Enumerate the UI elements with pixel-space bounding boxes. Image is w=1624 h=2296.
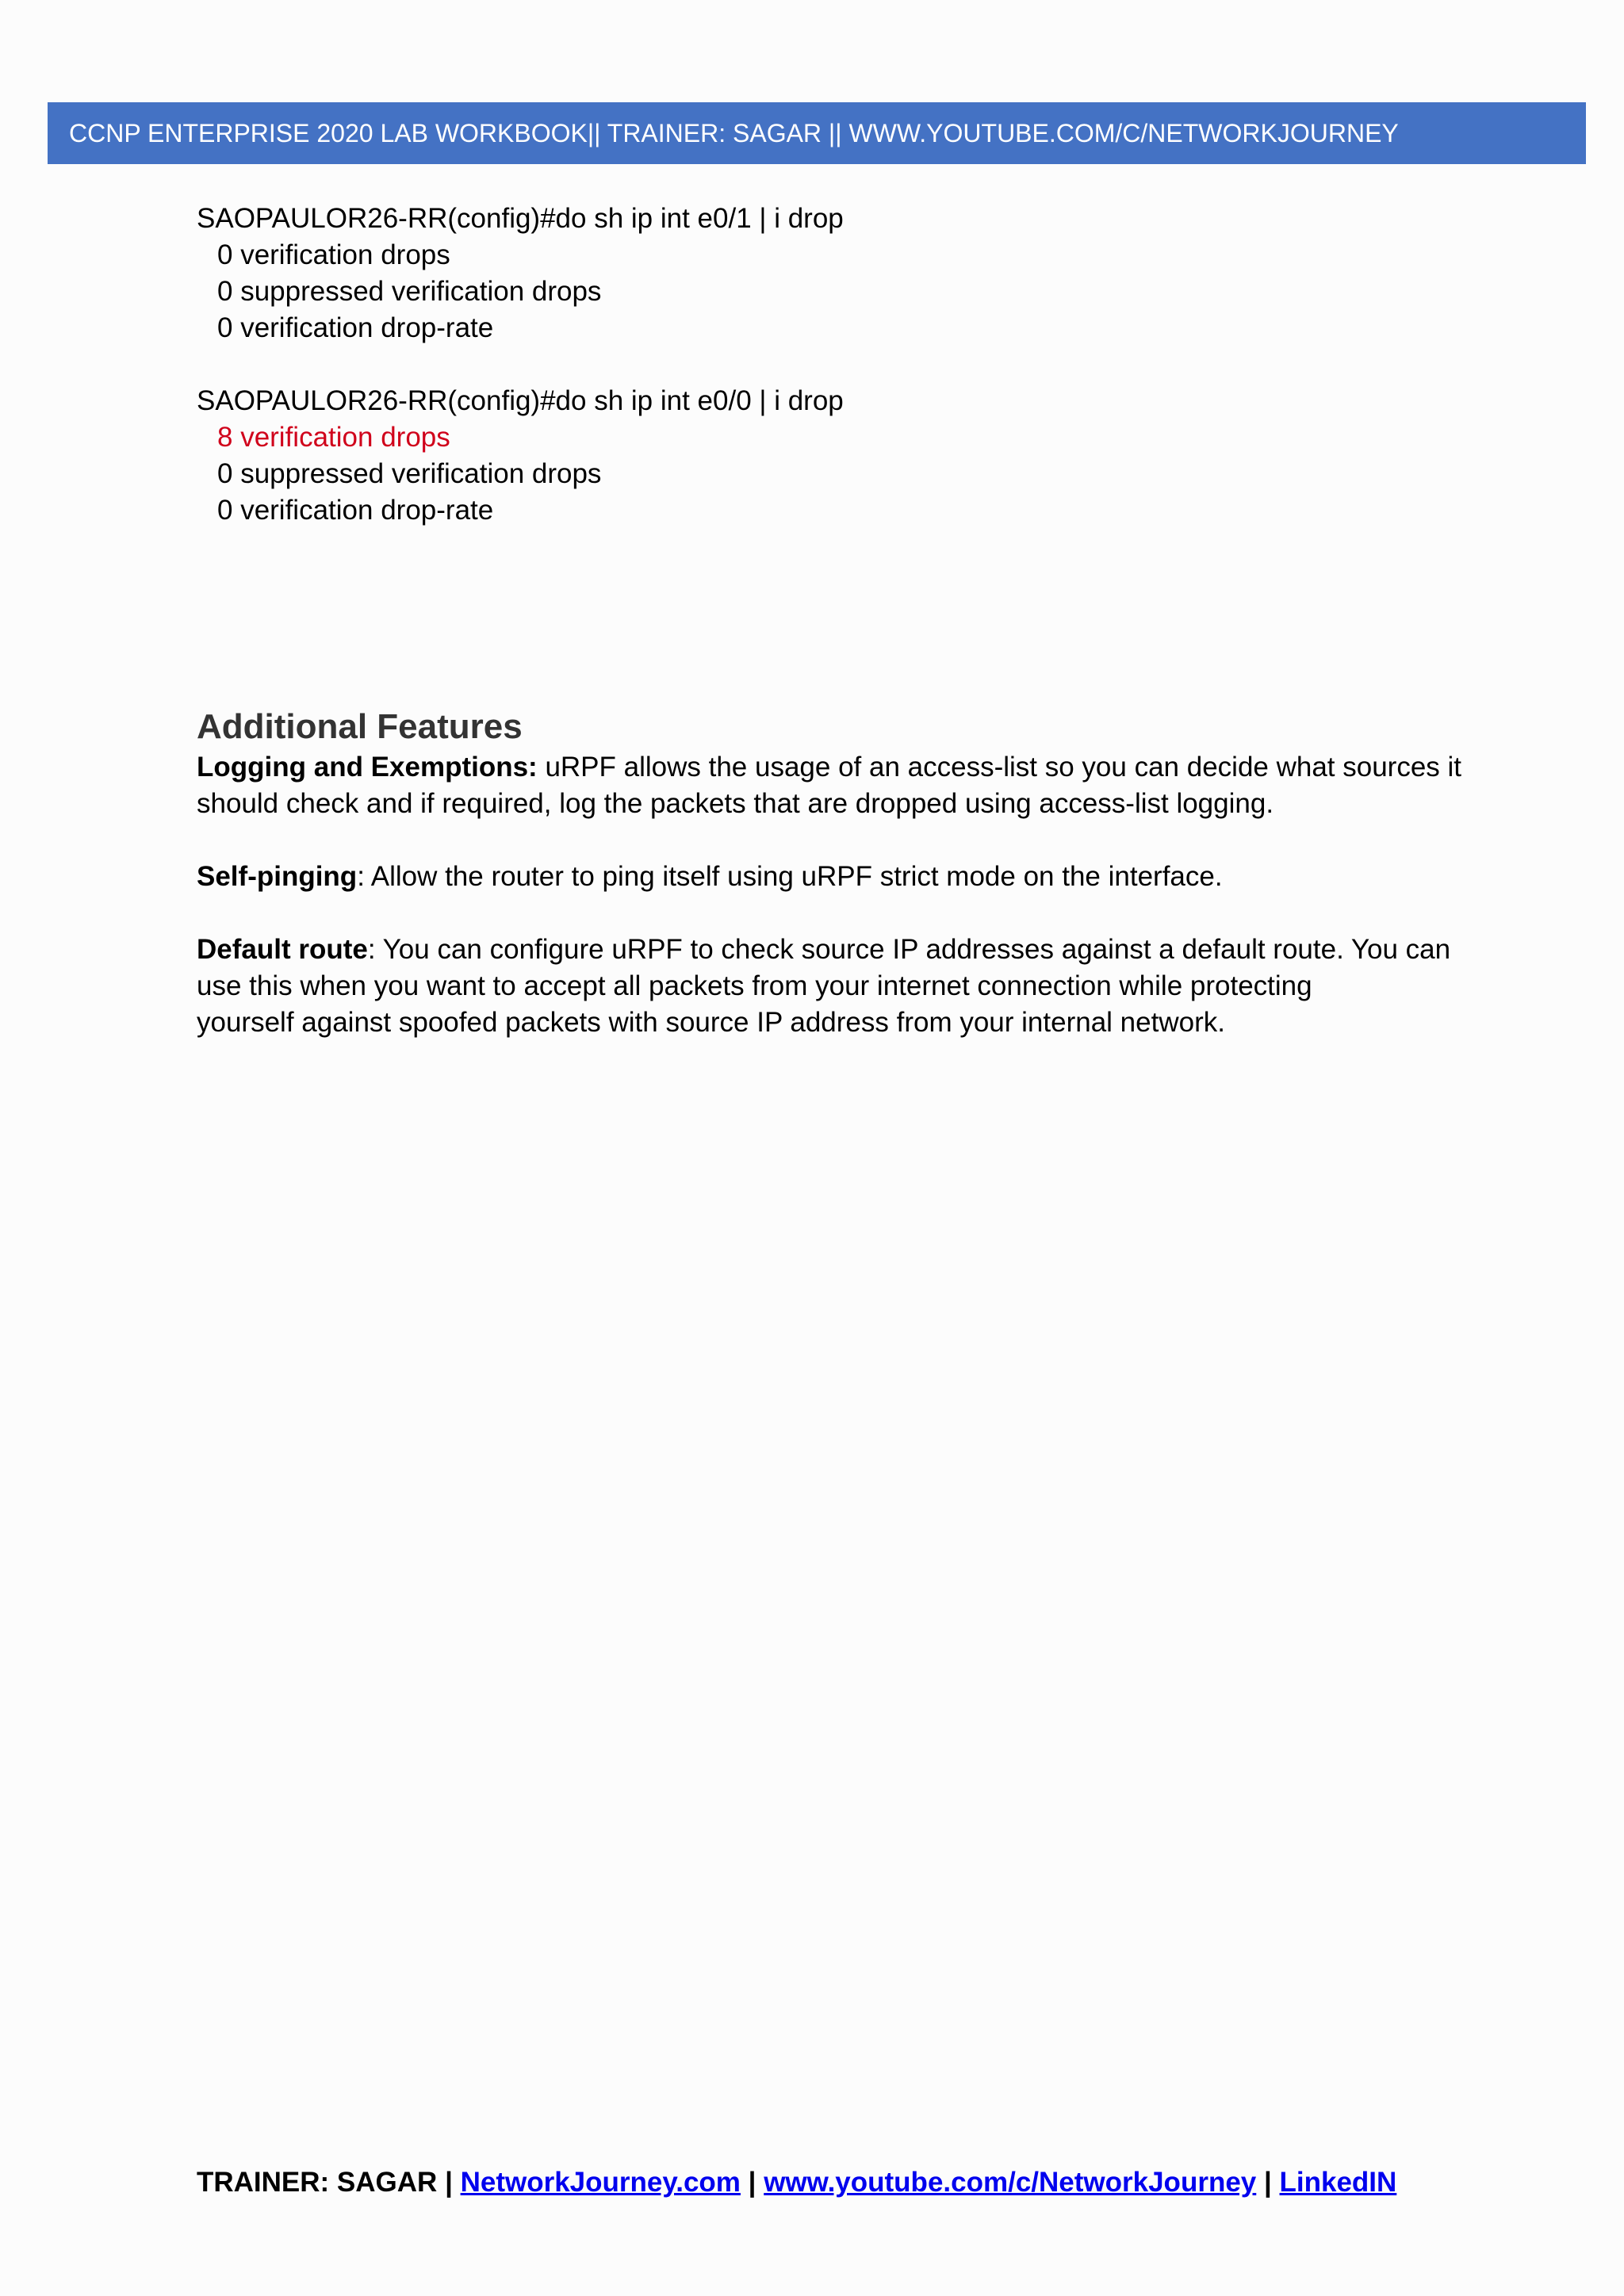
term-label: Default route xyxy=(197,934,368,965)
footer-trainer: TRAINER: SAGAR xyxy=(197,2167,438,2198)
footer-separator: | xyxy=(1263,2167,1272,2198)
paragraph-text: : Allow the router to ping itself using uRPF strict mode on the interface. xyxy=(357,861,1223,892)
section-heading: Additional Features xyxy=(197,707,523,746)
term-label: Logging and Exemptions: xyxy=(197,752,538,783)
footer-link-linkedin[interactable]: LinkedIN xyxy=(1279,2167,1397,2198)
paragraph-self-pinging xyxy=(197,859,1434,895)
cli-block-e0-0 xyxy=(197,383,1434,529)
cli-output-line: 0 verification drop-rate xyxy=(217,495,494,526)
cli-output-line: 0 verification drop-rate xyxy=(217,312,494,343)
footer-separator: | xyxy=(445,2167,453,2198)
cli-output-line: 0 suppressed verification drops xyxy=(217,276,602,307)
cli-command: SAOPAULOR26-RR(config)#do sh ip int e0/1 | i drop xyxy=(197,203,844,234)
cli-block-e0-1 xyxy=(197,201,1434,346)
paragraph-text: : You can configure uRPF to check source IP addresses against a default route. You can xyxy=(367,934,1451,965)
footer-link-networkjourney[interactable]: NetworkJourney.com xyxy=(460,2167,741,2198)
paragraph-text: yourself against spoofed packets with source IP address from your internal network. xyxy=(197,1007,1225,1038)
footer-link-youtube[interactable]: www.youtube.com/c/NetworkJourney xyxy=(764,2167,1257,2198)
cli-output-line: 0 suppressed verification drops xyxy=(217,458,602,489)
cli-command: SAOPAULOR26-RR(config)#do sh ip int e0/0 | i drop xyxy=(197,385,844,416)
footer-separator: | xyxy=(748,2167,756,2198)
paragraph-default-route xyxy=(197,932,1451,1041)
header-banner xyxy=(48,102,1586,164)
header-title: CCNP ENTERPRISE 2020 LAB WORKBOOK|| TRAINER: SAGAR || WWW.YOUTUBE.COM/C/NETWORKJOURNEY xyxy=(69,119,1399,147)
cli-output-line: 0 verification drops xyxy=(217,239,450,270)
cli-output-line-highlighted: 8 verification drops xyxy=(217,422,450,453)
paragraph-text: use this when you want to accept all packets from your internet connection while protecting xyxy=(197,970,1312,1001)
paragraph-text: uRPF allows the usage of an access-list so you can decide what sources it xyxy=(537,752,1462,783)
page-footer xyxy=(197,2164,1396,2201)
paragraph-text: should check and if required, log the packets that are dropped using access-list logging. xyxy=(197,788,1274,819)
paragraph-logging-exemptions xyxy=(197,749,1462,822)
term-label: Self-pinging xyxy=(197,861,358,892)
page-content xyxy=(197,201,1462,1041)
